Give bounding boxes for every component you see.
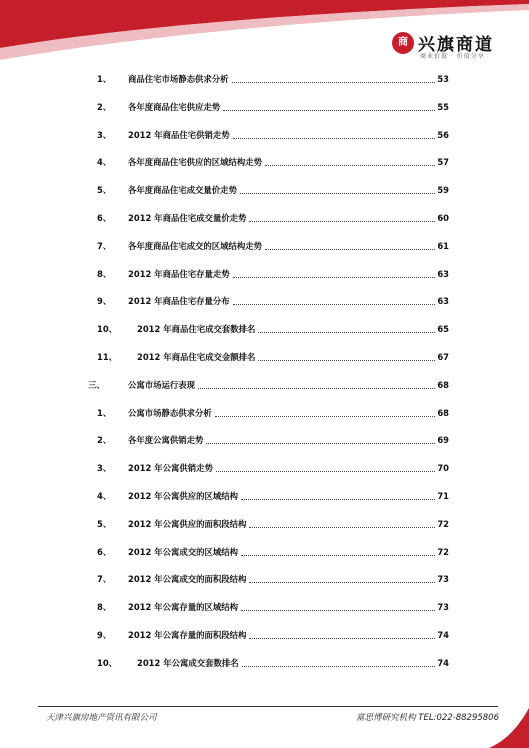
toc-entry-page: 68 [437,408,449,418]
toc-entry[interactable] [0,100,529,114]
toc-leader-dots [249,517,435,528]
toc-entry[interactable] [0,211,529,225]
toc-entry-title: 2012 年公寓存量的区域结构 [128,602,238,612]
toc-entry[interactable] [0,183,529,197]
toc-leader-dots [206,433,435,444]
toc-entry-number: 1、 [97,408,112,418]
toc-leader-dots [242,656,435,667]
toc-leader-dots [216,461,435,472]
toc-entry[interactable] [0,461,529,475]
toc-entry-title: 2012 年商品住宅成交金额排名 [137,352,256,362]
toc-entry[interactable] [0,489,529,503]
toc-leader-dots [233,294,435,305]
toc-leader-dots [241,489,435,500]
footer-company-name: 天津兴旗房地产资讯有限公司 [46,713,157,723]
toc-entry-title: 2012 年商品住宅存量走势 [128,269,230,279]
toc-entry[interactable] [0,517,529,531]
toc-entry-number: 4、 [97,491,112,501]
toc-entry-number: 9、 [97,296,112,306]
toc-entry-number: 2、 [97,102,112,112]
toc-leader-dots [249,572,435,583]
toc-entry-page: 67 [437,352,449,362]
toc-entry-title: 2012 年商品住宅存量分布 [128,296,230,306]
toc-entry-number: 10、 [97,324,118,334]
toc-entry-page: 72 [437,519,449,529]
toc-entry[interactable] [0,545,529,559]
toc-entry[interactable] [0,378,529,392]
toc-entry-number: 10、 [97,658,118,668]
toc-entry-page: 57 [437,157,449,167]
footer-divider [38,706,498,707]
toc-entry[interactable] [0,72,529,86]
toc-entry-number: 8、 [97,602,112,612]
toc-entry-page: 55 [437,102,449,112]
footer-swoosh [489,708,529,748]
toc-leader-dots [233,128,435,139]
toc-entry-number: 8、 [97,269,112,279]
toc-entry[interactable] [0,239,529,253]
toc-leader-dots [233,267,435,278]
toc-entry-page: 74 [437,658,449,668]
toc-entry-number: 7、 [97,574,112,584]
toc-entry-title: 各年度公寓供销走势 [128,435,204,445]
logo-slogan: 商业价值 · 价值分享 [420,53,485,60]
toc-leader-dots [249,211,435,222]
toc-entry-number: 5、 [97,519,112,529]
toc-entry-title: 2012 年公寓供应的面积段结构 [128,519,247,529]
toc-entry-number: 三、 [88,380,105,390]
toc-entry-page: 63 [437,269,449,279]
toc-entry-title: 商品住宅市场静态供求分析 [128,74,229,84]
toc-entry-number: 2、 [97,435,112,445]
toc-entry-page: 53 [437,74,449,84]
toc-entry-title: 各年度商品住宅成交的区域结构走势 [128,241,262,251]
toc-entry-page: 73 [437,574,449,584]
toc-entry-number: 4、 [97,157,112,167]
toc-entry-page: 73 [437,602,449,612]
toc-entry-title: 2012 年商品住宅供销走势 [128,130,230,140]
toc-entry-number: 5、 [97,185,112,195]
toc-entry[interactable] [0,128,529,142]
toc-entry-title: 各年度商品住宅成交量价走势 [128,185,237,195]
toc-entry-number: 9、 [97,630,112,640]
toc-leader-dots [265,239,435,250]
toc-entry-page: 72 [437,547,449,557]
toc-leader-dots [265,155,435,166]
toc-entry-page: 61 [437,241,449,251]
logo-seal-icon: 商 [392,32,414,54]
toc-entry-number: 3、 [97,130,112,140]
toc-entry-page: 59 [437,185,449,195]
toc-entry[interactable] [0,350,529,364]
toc-entry-page: 63 [437,296,449,306]
footer-contact: 富思博研究机构 TEL:022-88295806 [356,713,499,723]
toc-entry[interactable] [0,294,529,308]
toc-entry[interactable] [0,406,529,420]
toc-entry-title: 各年度商品住宅供应的区域结构走势 [128,157,262,167]
toc-entry-number: 7、 [97,241,112,251]
toc-entry-title: 2012 年商品住宅成交量价走势 [128,213,247,223]
toc-entry[interactable] [0,322,529,336]
toc-entry[interactable] [0,433,529,447]
toc-entry-page: 69 [437,435,449,445]
toc-entry-title: 公寓市场静态供求分析 [128,408,212,418]
toc-leader-dots [215,406,435,417]
toc-entry-number: 6、 [97,213,112,223]
toc-entry-page: 71 [437,491,449,501]
toc-entry[interactable] [0,656,529,670]
toc-entry-title: 2012 年公寓供应的区域结构 [128,491,238,501]
toc-leader-dots [240,183,435,194]
toc-entry-page: 65 [437,324,449,334]
toc-leader-dots [198,378,435,389]
toc-entry-number: 11、 [97,352,118,362]
toc-entry-page: 56 [437,130,449,140]
logo-brand-text: 兴旗商道 [418,35,494,55]
toc-entry[interactable] [0,600,529,614]
toc-entry-title: 公寓市场运行表现 [128,380,195,390]
toc-entry-number: 1、 [97,74,112,84]
toc-entry[interactable] [0,267,529,281]
toc-entry-page: 70 [437,463,449,473]
toc-entry-title: 2012 年公寓成交的区域结构 [128,547,238,557]
toc-entry-number: 6、 [97,547,112,557]
toc-entry-title: 2012 年公寓成交套数排名 [137,658,239,668]
toc-leader-dots [223,100,435,111]
toc-entry[interactable] [0,628,529,642]
toc-leader-dots [249,628,435,639]
toc-entry[interactable] [0,155,529,169]
toc-entry-page: 68 [437,380,449,390]
toc-entry-number: 3、 [97,463,112,473]
toc-entry[interactable] [0,572,529,586]
toc-entry-title: 各年度商品住宅供应走势 [128,102,221,112]
toc-entry-page: 60 [437,213,449,223]
toc-entry-page: 74 [437,630,449,640]
toc-leader-dots [232,72,436,83]
company-logo [392,30,496,62]
toc-entry-title: 2012 年商品住宅成交套数排名 [137,324,256,334]
toc-entry-title: 2012 年公寓成交的面积段结构 [128,574,247,584]
toc-leader-dots [258,322,435,333]
toc-leader-dots [258,350,435,361]
toc-entry-title: 2012 年公寓供销走势 [128,463,213,473]
toc-leader-dots [241,545,435,556]
toc-leader-dots [241,600,435,611]
toc-entry-title: 2012 年公寓存量的面积段结构 [128,630,247,640]
